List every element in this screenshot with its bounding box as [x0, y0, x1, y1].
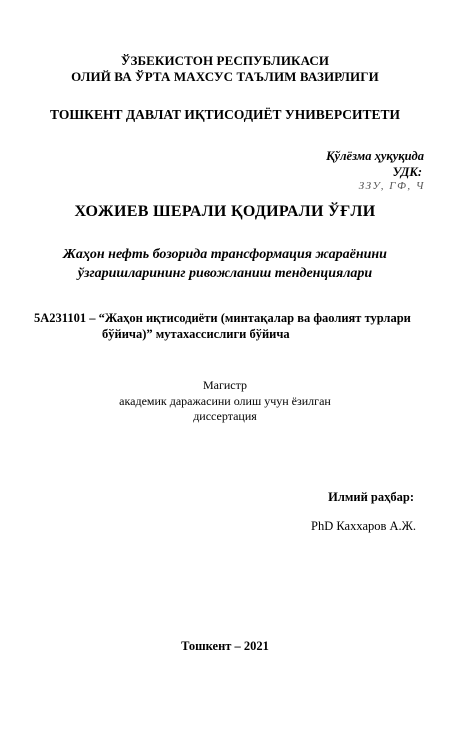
degree-line-2: академик даражасини олиш учун ёзилган: [119, 394, 331, 408]
degree-line-3: диссертация: [193, 409, 257, 423]
supervisor-name: PhD Каххаров А.Ж.: [311, 519, 416, 533]
specialty-line-2: бўйича)” мутахассислиги бўйича: [102, 327, 290, 341]
manuscript-rights-label: Қўлёзма ҳуқуқида: [326, 149, 424, 163]
dissertation-topic-line-2: ўзгаришларининг ривожланиш тенденциялари: [77, 266, 373, 281]
udc-label: УДК:: [392, 165, 422, 179]
supervisor-label: Илмий раҳбар:: [328, 490, 414, 504]
degree-line-1: Магистр: [202, 378, 248, 392]
university-heading: ТОШКЕНТ ДАВЛАТ ИҚТИСОДИЁТ УНИВЕРСИТЕТИ: [50, 107, 400, 122]
dissertation-topic-line-1: Жаҳон нефть бозорида трансформация жараёнини: [63, 247, 387, 262]
republic-heading: ЎЗБЕКИСТОН РЕСПУБЛИКАСИ: [120, 53, 330, 68]
author-name: ХОЖИЕВ ШЕРАЛИ ҚОДИРАЛИ ЎҒЛИ: [74, 203, 376, 220]
ministry-heading: ОЛИЙ ВА ЎРТА МАХСУС ТАЪЛИМ ВАЗИРЛИГИ: [71, 69, 379, 84]
udc-number: ЗЗУ, ГФ, Ч: [358, 180, 425, 192]
city-year: Тошкент – 2021: [181, 639, 269, 653]
specialty-line-1: 5А231101 – “Жаҳон иқтисодиёти (минтақалар ва фаолият турлари: [34, 311, 411, 325]
